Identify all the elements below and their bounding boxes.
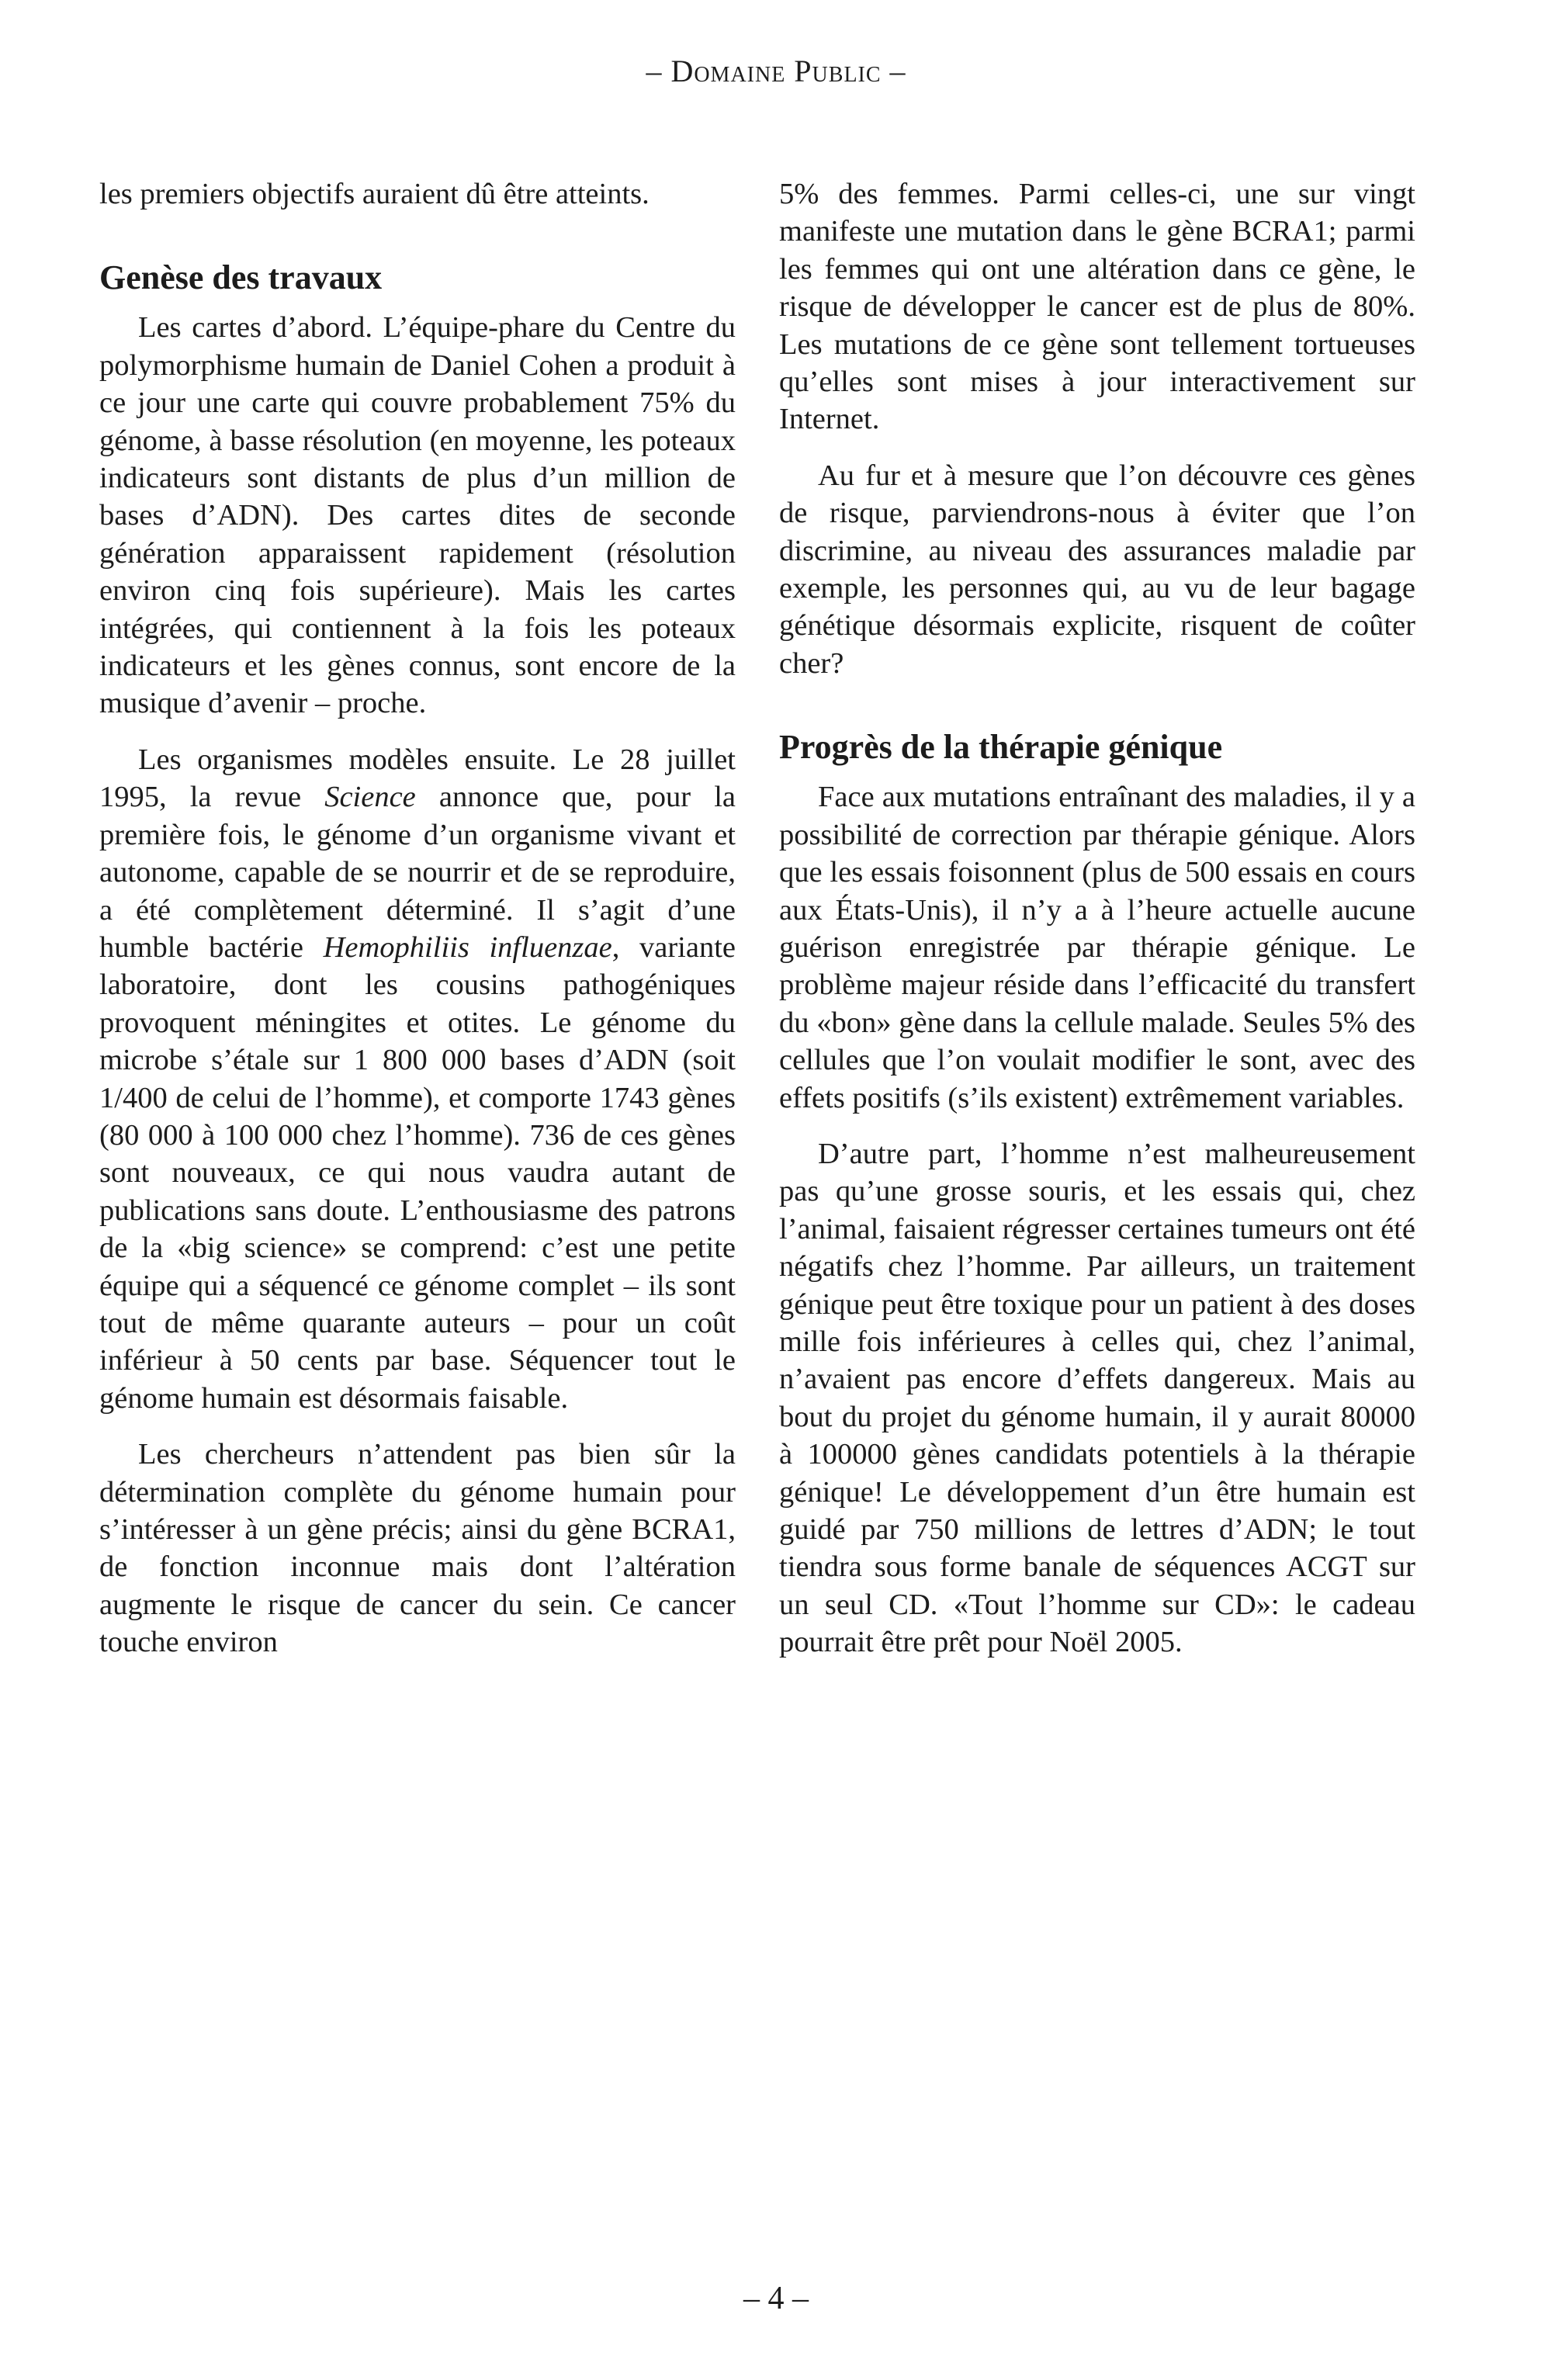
paragraph: les premiers objectifs auraient dû être atteints. — [99, 178, 650, 210]
text-run: annonce que, pour la première fois, le génome d’un organisme vivant et autonome, capable de se nourrir et de se reproduire, a été complètement déterminé. Il s’agit d’une humble bactérie — [99, 781, 736, 964]
text-run: Les organismes modèles ensuite. Le 28 juillet 1995, la revue — [99, 743, 736, 814]
paragraph: 5% des femmes. Parmi celles-ci, une sur vingt manifeste une mutation dans le gène BCRA1; parmi les femmes qui ont une altération dans ce gène, le risque de développer le cancer est de plus de 80%. Les mutations de ce gène sont tellement tortueuses qu’elles sont mises à jour interactivement sur Internet. — [779, 178, 1415, 436]
section-heading-therapie: Progrès de la thérapie génique — [779, 728, 1223, 767]
paragraph: D’autre part, l’homme n’est malheureusement pas qu’une grosse souris, et les essais qui, chez l’animal, faisaient régresser certaines tumeurs ont été négatifs chez l’homme. Par ailleurs, un traitement génique peut être toxique pour un patient à des doses mille fois inférieures à celles qui, chez l’animal, n’avaient pas encore d’effets dangereux. Mais au bout du projet du génome humain, il y aurait 80000 à 100000 gènes candidats potentiels à la thérapie génique! Le développement d’un être humain est guidé par 750 millions de lettres d’ADN; le tout tiendra sous forme banale de séquences ACGT sur un seul CD. «Tout l’homme sur CD»: le cadeau pourrait être prêt pour Noël 2005. — [779, 1137, 1415, 1659]
running-head: – Domaine Public – — [646, 54, 906, 88]
right-column — [779, 175, 1415, 1680]
paragraph: Au fur et à mesure que l’on découvre ces gènes de risque, parviendrons-nous à éviter que l’on discrimine, au niveau des assurances maladie par exemple, les personnes qui, au vu de leur bagage génétique désormais explicite, risquent de coûter cher? — [779, 459, 1415, 680]
text-run: , variante laboratoire, dont les cousins pathogéniques provoquent méningites et otites. Le génome du microbe s’étale sur 1 800 000 bases d’ADN (soit 1/400 de celui de l’homme), et comporte 1743 gènes (80 000 à 100 000 chez l’homme). 736 de ces gènes sont nouveaux, ce qui nous vaudra autant de publications sans doute. L’enthousiasme des patrons de la «big science» se comprend: c’est une petite équipe qui a séquencé ce génome complet – ils sont tout de même quarante auteurs – pour un coût inférieur à 50 cents par base. Séquencer tout le génome humain est désormais faisable. — [99, 930, 736, 1415]
left-column — [99, 175, 736, 1680]
journal-title: Science — [324, 781, 416, 814]
paragraph: Les cartes d’abord. L’équipe-phare du Centre du polymorphisme humain de Daniel Cohen a produit à ce jour une carte qui couvre probablement 75% du génome, à basse résolution (en moyenne, les poteaux indicateurs sont distants de plus d’un million de bases d’ADN). Des cartes dites de seconde génération apparaissent rapidement (résolution environ cinq fois supérieure). Mais les cartes intégrées, qui contiennent à la fois les poteaux indicateurs et les gènes connus, sont encore de la musique d’avenir – proche. — [99, 311, 736, 720]
page-number: – 4 – — [743, 2281, 809, 2316]
species-name: Hemophiliis influenzae — [323, 930, 612, 964]
paragraph — [99, 741, 736, 1417]
paragraph: Face aux mutations entraînant des maladies, il y a possibilité de correction par thérapie génique. Alors que les essais foisonnent (plus de 500 essais en cours aux États-Unis), il n’y a à l’heure actuelle aucune guérison enregistrée par thérapie génique. Le problème majeur réside dans l’efficacité du transfert du «bon» gène dans la cellule malade. Seules 5% des cellules que l’on voulait modifier le sont, avec des effets positifs (s’ils existent) extrêmement variables. — [779, 781, 1415, 1114]
paragraph: Les chercheurs n’attendent pas bien sûr la détermination complète du génome humain pour s’intéresser à un gène précis; ainsi du gène BCRA1, de fonction inconnue mais dont l’altération augmente le risque de cancer du sein. Ce cancer touche environ — [99, 1438, 736, 1659]
section-heading-genese: Genèse des travaux — [99, 258, 383, 297]
